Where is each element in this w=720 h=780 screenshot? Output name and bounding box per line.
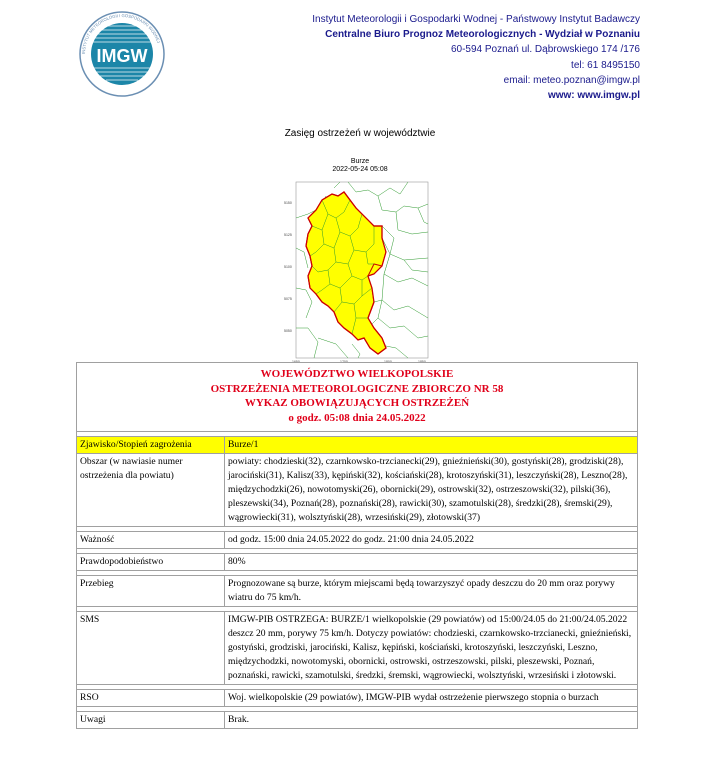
y-tick: 5125 (284, 233, 292, 237)
table-row (77, 690, 638, 707)
label-phenomenon: Zjawisko/Stopień zagrożenia (77, 437, 225, 454)
value-notes: Brak. (225, 712, 638, 729)
value-probability: 80% (225, 554, 638, 571)
map-date: 2022-05-24 05:08 (332, 166, 388, 173)
www-link[interactable]: www: www.imgw.pl (547, 90, 640, 102)
heading-warnings: OSTRZEŻENIA METEOROLOGICZNE ZBIORCZO NR 58 (210, 382, 504, 395)
table-heading (77, 363, 638, 432)
value-phenomenon: Burze/1 (225, 437, 638, 454)
label-course: Przebieg (77, 576, 225, 607)
table-row (77, 712, 638, 729)
heading-voivodeship: WOJEWÓDZTWO WIELKOPOLSKIE (260, 368, 454, 380)
heading-time: o godz. 05:08 dnia 24.05.2022 (288, 411, 426, 424)
y-tick: 5075 (284, 297, 292, 301)
heading-list: WYKAZ OBOWIĄZUJĄCYCH OSTRZEŻEŃ (244, 397, 470, 409)
value-area: powiaty: chodzieski(32), czarnkowsko-trzcianecki(29), gnieźnieński(30), gostyński(28), grodziski(28), jarociński(31), Kalisz(33), kępiński(32), kościański(28), krotoszyński(31), leszczyński(28), Leszno(28), międzychodzki(26), nowotomyski(26), obornicki(29), ostrowski(32), ostrzeszowski(32), pilski(36), pleszewski(34), Poznań(28), poznański(28), rawicki(30), szamotulski(28), średzki(28), śremski(29), wągrowiecki(31), wolsztyński(28), wrzesiński(29), złotowski(37) (225, 454, 638, 527)
address: 60-594 Poznań ul. Dąbrowskiego 174 /176 (450, 44, 640, 56)
phone: tel: 61 8495150 (571, 59, 640, 71)
label-sms: SMS (77, 612, 225, 685)
email-link[interactable]: email: meteo.poznan@imgw.pl (503, 74, 640, 86)
label-area: Obszar (w nawiasie numer ostrzeżenia dla powiatu) (77, 454, 225, 527)
label-validity: Ważność (77, 532, 225, 549)
warnings-table (76, 362, 638, 729)
label-notes: Uwagi (77, 712, 225, 729)
table-row (77, 554, 638, 571)
map-title: Burze (350, 158, 370, 165)
table-row (77, 454, 638, 527)
value-rso: Woj. wielkopolskie (29 powiatów), IMGW-PIB wydał ostrzeżenie pierwszego stopnia o burzach (225, 690, 638, 707)
svg-text:IMGW: IMGW (96, 46, 148, 66)
table-row (77, 612, 638, 685)
label-rso: RSO (77, 690, 225, 707)
x-tick: 1650 (292, 360, 300, 364)
warning-map (278, 178, 436, 365)
table-row (77, 437, 638, 454)
table-row (77, 532, 638, 549)
y-tick: 5050 (284, 329, 292, 333)
y-tick: 5100 (284, 265, 292, 269)
imgw-logo (78, 10, 166, 98)
x-tick: 1850 (418, 360, 426, 364)
institute-name: Instytut Meteorologii i Gospodarki Wodnej - Państwowy Instytut Badawczy (312, 14, 640, 25)
svg-text:INSTYTUT METEOROLOGII I GOSPOD: INSTYTUT METEOROLOGII I GOSPODARKI WODNEJ (80, 12, 162, 55)
label-probability: Prawdopodobieństwo (77, 554, 225, 571)
x-tick: 1700 (340, 360, 348, 364)
value-validity: od godz. 15:00 dnia 24.05.2022 do godz. 21:00 dnia 24.05.2022 (225, 532, 638, 549)
bureau-name: Centralne Biuro Prognoz Meteorologicznych - Wydział w Poznaniu (325, 29, 640, 41)
value-sms: IMGW-PIB OSTRZEGA: BURZE/1 wielkopolskie (29 powiatów) od 15:00/24.05 do 21:00/24.05.2022 deszcz 20 mm, porywy 75 km/h. Dotyczy powiatów: chodzieski, czarnkowsko-trzcianecki, gnieźnieński, gostyński, grodziski, jarociński, Kalisz, kępiński, kościański, krotoszyński, leszczyński, Leszno, międzychodzki, nowotomyski, obornicki, ostrowski, ostrzeszowski, pilski, pleszewski, Poznań, poznański, rawicki, szamotulski, średzki, śremski, wągrowiecki, wolsztyński, wrzesiński i złotowski. (225, 612, 638, 685)
institute-info (312, 12, 640, 103)
y-tick: 5150 (284, 201, 292, 205)
table-row (77, 576, 638, 607)
x-tick: 1800 (384, 360, 392, 364)
range-title: Zasięg ostrzeżeń w województwie (284, 128, 436, 139)
value-course: Prognozowane są burze, którym miejscami będą towarzyszyć opady deszczu do 20 mm oraz porywy wiatru do 75 km/h. (225, 576, 638, 607)
